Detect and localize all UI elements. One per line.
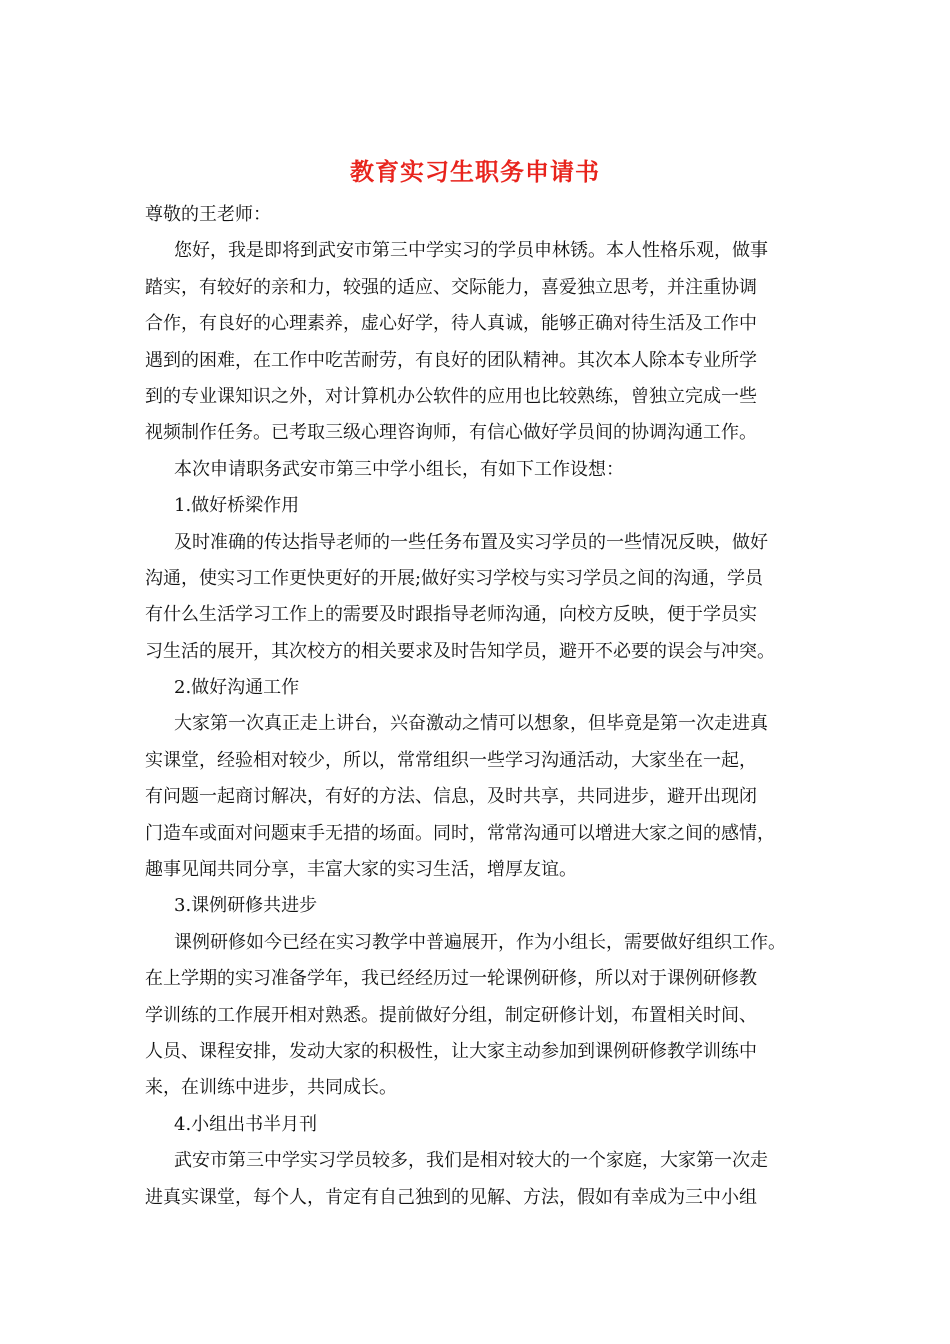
salutation-line: 尊敬的王老师： bbox=[145, 204, 271, 225]
body-text-line: 课例研修如今已经在实习教学中普遍展开，作为小组长，需要做好组织工作。 bbox=[174, 931, 786, 953]
body-text-line: 有什么生活学习工作上的需要及时跟指导老师沟通，向校方反映，便于学员实 bbox=[145, 604, 757, 626]
body-text-line: 3.课例研修共进步 bbox=[174, 895, 318, 917]
body-text-line: 人员、课程安排，发动大家的积极性，让大家主动参加到课例研修教学训练中 bbox=[145, 1040, 757, 1062]
body-text-line: 在上学期的实习准备学年，我已经经历过一轮课例研修，所以对于课例研修教 bbox=[145, 968, 757, 990]
body-text-line: 武安市第三中学实习学员较多，我们是相对较大的一个家庭，大家第一次走 bbox=[174, 1150, 768, 1172]
body-text-line: 有问题一起商讨解决，有好的方法、信息，及时共享，共同进步，避开出现闭 bbox=[145, 786, 757, 808]
body-text-line: 习生活的展开，其次校方的相关要求及时告知学员，避开不必要的误会与冲突。 bbox=[145, 640, 775, 662]
body-text-line: 2.做好沟通工作 bbox=[174, 677, 300, 699]
body-text-line: 实课堂，经验相对较少，所以，常常组织一些学习沟通活动，大家坐在一起， bbox=[145, 749, 757, 771]
body-text-line: 踏实，有较好的亲和力，较强的适应、交际能力，喜爱独立思考，并注重协调 bbox=[145, 276, 757, 298]
body-text-line: 大家第一次真正走上讲台，兴奋激动之情可以想象，但毕竟是第一次走进真 bbox=[174, 713, 768, 735]
body-text-line: 到的专业课知识之外，对计算机办公软件的应用也比较熟练，曾独立完成一些 bbox=[145, 385, 757, 407]
body-text-line: 及时准确的传达指导老师的一些任务布置及实习学员的一些情况反映，做好 bbox=[174, 531, 768, 553]
body-text-line: 视频制作任务。已考取三级心理咨询师，有信心做好学员间的协调沟通工作。 bbox=[145, 422, 757, 444]
document-title: 教育实习生职务申请书 bbox=[350, 157, 600, 186]
body-text-line: 合作，有良好的心理素养，虚心好学，待人真诚，能够正确对待生活及工作中 bbox=[145, 313, 757, 335]
body-text-line: 进真实课堂，每个人，肯定有自己独到的见解、方法，假如有幸成为三中小组 bbox=[145, 1186, 757, 1208]
body-text-line: 您好，我是即将到武安市第三中学实习的学员申林锈。本人性格乐观，做事 bbox=[174, 240, 768, 262]
body-text-line: 趣事见闻共同分享，丰富大家的实习生活，增厚友谊。 bbox=[145, 859, 577, 881]
body-text-line: 本次申请职务武安市第三中学小组长，有如下工作设想： bbox=[174, 458, 624, 480]
body-text-line: 1.做好桥梁作用 bbox=[174, 495, 300, 517]
document-body bbox=[145, 197, 825, 1216]
body-text-line: 来，在训练中进步，共同成长。 bbox=[145, 1077, 397, 1099]
body-text-line: 4.小组出书半月刊 bbox=[174, 1113, 318, 1135]
body-text-line: 学训练的工作展开相对熟悉。提前做好分组，制定研修计划，布置相关时间、 bbox=[145, 1004, 757, 1026]
body-text-line: 沟通，使实习工作更快更好的开展;做好实习学校与实习学员之间的沟通，学员 bbox=[145, 567, 764, 589]
body-text-line: 门造车或面对问题束手无措的场面。同时，常常沟通可以增进大家之间的感情， bbox=[145, 822, 775, 844]
body-text-line: 遇到的困难，在工作中吃苦耐劳，有良好的团队精神。其次本人除本专业所学 bbox=[145, 349, 757, 371]
